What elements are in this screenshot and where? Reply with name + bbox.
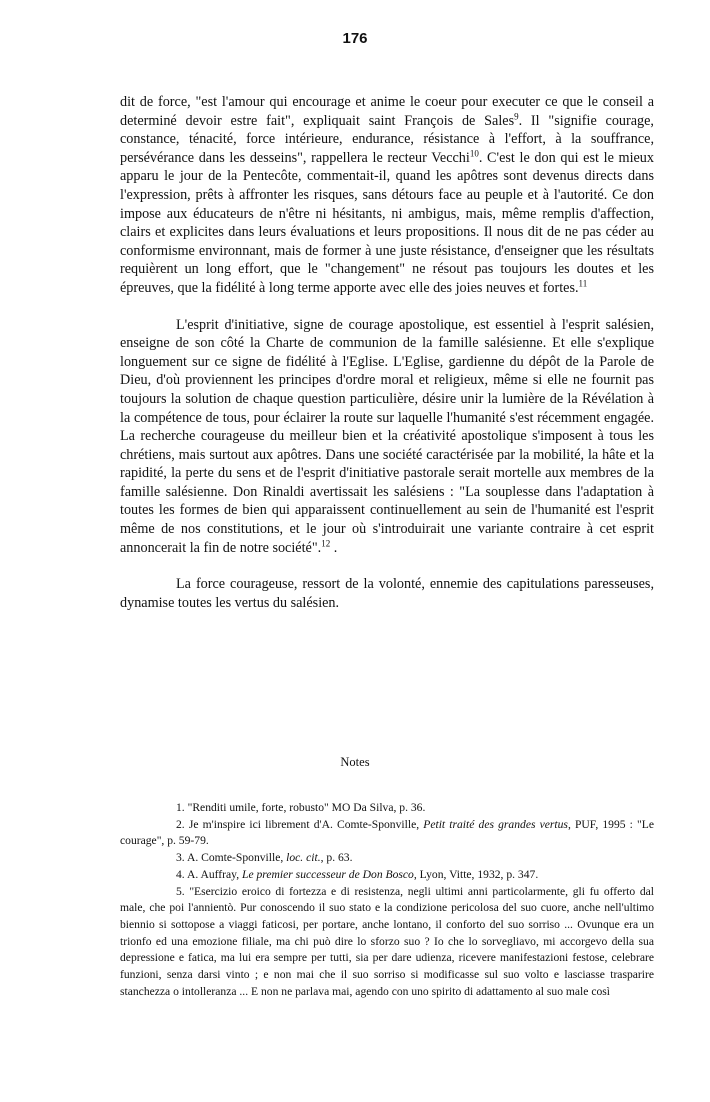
note-5-text: 5. "Esercizio eroico di fortezza e di resistenza, negli ultimi anni particolarmente, gli fu offerto dal male, che poi l'annientò. Pur conoscendo il suo stato e la condizione pericolosa del suo cuore, anche nell'ultimo biennio si sottopose a viaggi faticosi, per portare, anche lontano, il conforto del suo sorriso ... Ovunque era un trionfo ed una emozione filiale, ma chi può dire lo sforzo suo ? Io che lo sorvegliavo, mi accorgevo della sua depressione e fatica, ma lui era sempre per tutti, sia per dare udienza, ricevere manifestazioni festose, celebrare funzioni, senza darsi vinto ; e non mai che il suo sorriso si modificasse sul suo volto e lasciasse trasparire stanchezza o intolleranza ... E non ne parlava mai, agendo con uno spirito di adattamento al suo male così [120, 884, 654, 998]
note-5 [120, 884, 654, 1001]
paragraph-1 [120, 93, 654, 298]
paragraph-2-text-a: L'esprit d'initiative, signe de courage apostolique, est essentiel à l'esprit salésien, enseigne de son côté la Charte de communion de la famille salésienne. Et elle s'explique longuement sur ce signe de fidélité à l'Eglise. L'Eglise, gardienne du dépôt de la Parole de Dieu, d'où proviennent les principes d'ordre moral et religieux, même si elle ne fournit pas toujours la solution de chaque question particulière, désire unir la lumière de la Révélation à la compétence de tous, pour éclairer la route sur laquelle l'humanité s'est récemment engagée. La recherche courageuse du meilleur bien et la créativité apostolique s'imposent à tous les chrétiens, mais surtout aux apôtres. Dans une société caractérisée par la mobilité, la hâte et la rapidité, la perte du sens et de l'esprit d'initiative pastorale serait mortelle aux membres de la famille salésienne. Don Rinaldi avertissait les salésiens : "La souplesse dans l'adaptation à toutes les formes de bien qui apparaissent continuellement au sein de l'humanité est l'esprit même de nos constitutions, et le jour où s'introduirait une variante contraire à cet esprit annoncerait la fin de notre société". [120, 316, 654, 556]
paragraph-2 [120, 316, 654, 558]
page-number: 176 [342, 30, 368, 47]
body-text [120, 93, 654, 630]
note-2-title: Petit traité des grandes vertus [423, 817, 568, 831]
note-2-text-a: 2. Je m'inspire ici librement d'A. Comte-Sponville, [176, 817, 424, 831]
paragraph-1-text-c: . C'est le don qui est le mieux apparu le jour de la Pentecôte, commentait-il, quand les apôtres sont devenus directs dans l'expression, prêts à affronter les risques, sans détours face au peuple et à l'autorité. Ce don impose aux éducateurs de n'être ni hésitants, ni ambigus, mais, même remplis d'affection, clairs et explicites dans leurs évaluations et leurs propositions. Il nous dit de ne pas céder au conformisme environnant, mais de former à une juste résistance, d'enseigner que les résultats requièrent un long effort, que le "changement" ne résout pas toujours les doutes et les épreuves, que la fidélité à long terme apporte avec elle des joies neuves et fortes. [120, 149, 654, 296]
notes-list [120, 800, 654, 1000]
note-1-text: 1. "Renditi umile, forte, robusto" MO Da Silva, p. 36. [176, 801, 426, 814]
footnote-ref-9: 9 [514, 110, 519, 121]
paragraph-2-text-b: . [330, 539, 338, 556]
note-4-text-b: , Lyon, Vitte, 1932, p. 347. [413, 867, 539, 881]
paragraph-3 [120, 575, 654, 612]
footnote-ref-10: 10 [469, 148, 479, 159]
paragraph-1-text-a: dit de force, "est l'amour qui encourage et anime le coeur pour executer ce que le conseil a determiné devoir estre fait", expliquait saint François de Sales [120, 94, 654, 129]
note-2 [120, 817, 654, 850]
note-4-title: Le premier successeur de Don Bosco [242, 867, 414, 881]
footnote-ref-11: 11 [578, 278, 588, 289]
paragraph-1-text-b: . Il "signifie courage, constance, ténacité, force intérieure, endurance, résistance à l'effort, à la souffrance, persévérance dans les desseins", rappellera le recteur Vecchi [120, 112, 654, 166]
paragraph-3-text: La force courageuse, ressort de la volonté, ennemie des capitulations paresseuses, dynamise toutes les vertus du salésien. [120, 576, 654, 611]
note-3-text-b: , p. 63. [320, 851, 353, 865]
notes-heading: Notes [340, 755, 370, 769]
note-4-text-a: 4. A. Auffray, [176, 867, 243, 881]
note-1 [120, 800, 654, 817]
note-2-text-b: , PUF, 1995 : "Le courage", p. 59-79. [120, 817, 654, 848]
footnote-ref-12: 12 [321, 537, 331, 548]
note-4 [120, 867, 654, 884]
note-3-title: loc. cit. [286, 851, 321, 865]
note-3-text-a: 3. A. Comte-Sponville, [176, 851, 287, 865]
note-3 [120, 850, 654, 867]
